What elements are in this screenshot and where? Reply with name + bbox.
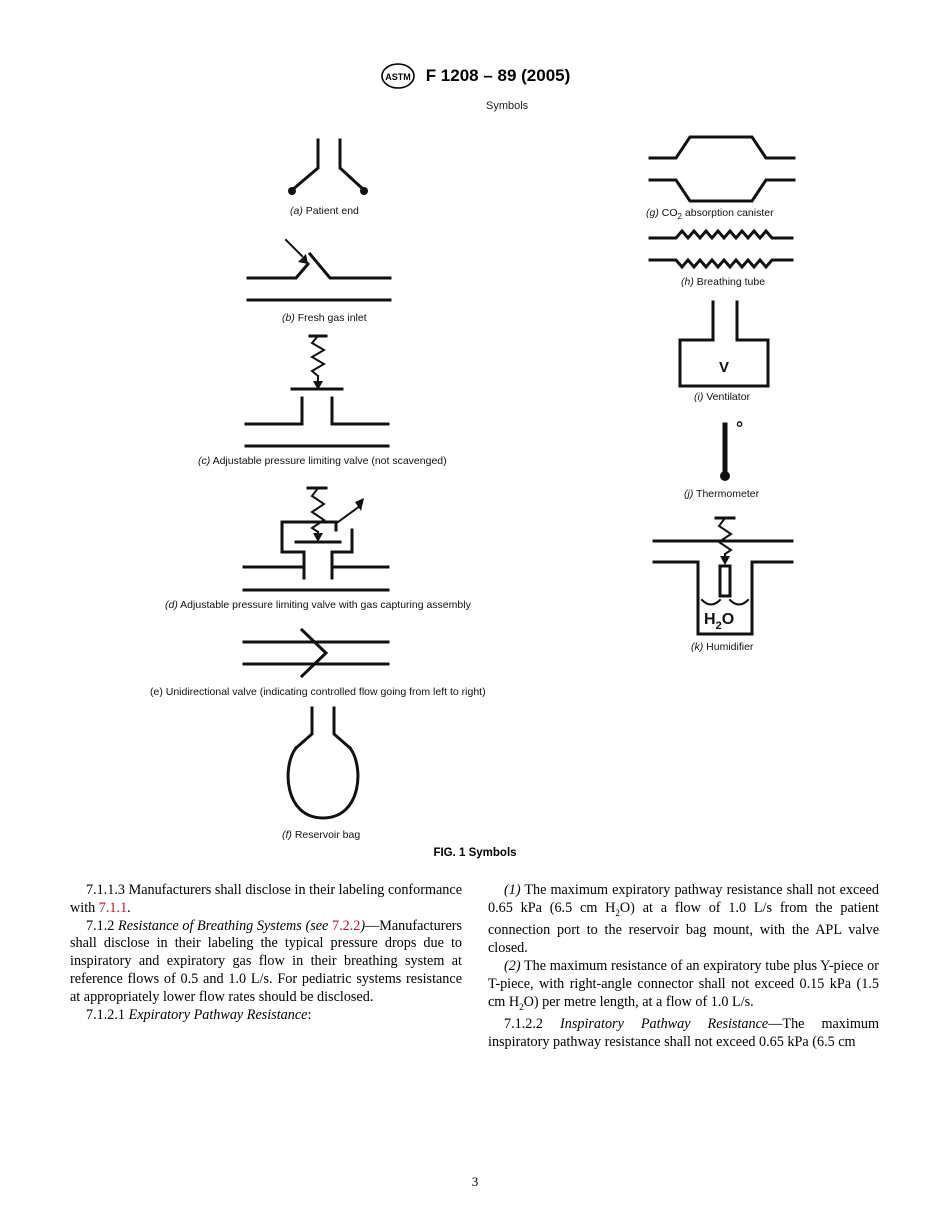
co2-canister-symbol bbox=[650, 137, 794, 201]
humidifier-sub: 2 bbox=[715, 620, 722, 632]
humidifier-symbol bbox=[654, 518, 792, 634]
paragraph-7-1-2-2: 7.1.2.2 Inspiratory Pathway Resistance—The maximum inspiratory pathway resistance shall not exceed 0.65 kPa (6.5 cm bbox=[488, 1016, 880, 1051]
apl-valve-symbol bbox=[246, 336, 388, 446]
patient-end-symbol bbox=[288, 140, 368, 195]
caption-fresh-gas-inlet: (b) Fresh gas inlet bbox=[282, 312, 367, 324]
ventilator-symbol bbox=[680, 302, 768, 386]
paragraph-7-1-1-3: 7.1.1.3 Manufacturers shall disclose in their labeling conformance with 7.1.1. bbox=[70, 882, 462, 916]
caption-breathing-tube: (h) Breathing tube bbox=[681, 276, 766, 288]
link-7-1-1[interactable]: 7.1.1 bbox=[98, 899, 128, 916]
reservoir-bag-symbol bbox=[288, 708, 358, 818]
astm-logo-text: ASTM bbox=[384, 72, 411, 82]
humidifier-o: O bbox=[721, 611, 735, 628]
humidifier-formula bbox=[704, 611, 734, 632]
caption-humidifier: (k) Humidifier bbox=[691, 641, 754, 653]
page-number: 3 bbox=[471, 1174, 479, 1189]
paragraph-7-1-2: 7.1.2 Resistance of Breathing Systems (see 7.2.2)—Manufacturers shall disclose in their labeling the typical pressure drops due to inspiratory and expiratory gas flow in their breathing system at reference flows of 0.5 and 1.0 L/s. For pediatric systems resistance at appropriately lower flow rates should be disclosed. bbox=[70, 917, 462, 1005]
humidifier-h: H bbox=[704, 611, 716, 628]
fresh-gas-inlet-symbol bbox=[248, 240, 390, 300]
ventilator-letter: V bbox=[718, 359, 730, 376]
standard-designation: F 1208 – 89 (2005) bbox=[425, 66, 571, 85]
caption-apl-valve: (c) Adjustable pressure limiting valve (not scavenged) bbox=[198, 455, 447, 467]
left-column bbox=[70, 882, 462, 1024]
caption-unidirectional-valve: (e) Unidirectional valve (indicating controlled flow going from left to right) bbox=[150, 686, 486, 698]
figure-caption: FIG. 1 Symbols bbox=[433, 847, 517, 859]
unidirectional-valve-symbol bbox=[244, 630, 388, 676]
paragraph-item-2: (2) The maximum resistance of an expiratory tube plus Y-piece or T-piece, with right-angle connector shall not exceed 0.15 kPa (1.5 cm $H_2O$) per metre length, at a flow of 1.0 L/s. bbox=[488, 958, 879, 1012]
apl-valve-gas-capture-symbol bbox=[244, 488, 388, 590]
caption-thermometer: (j) Thermometer bbox=[684, 488, 760, 500]
link-7-2-2[interactable]: 7.2.2 bbox=[331, 917, 361, 934]
paragraph-item-1: (1) The maximum expiratory pathway resistance shall not exceed 0.65 kPa (6.5 cm $H_2O$) at a flow of 1.0 L/s from the patient connection port to the reservoir bag mount, with the APL valve closed. bbox=[488, 882, 879, 957]
caption-ventilator: (i) Ventilator bbox=[694, 391, 751, 403]
thermometer-symbol bbox=[720, 418, 743, 481]
caption-patient-end: (a) Patient end bbox=[290, 205, 359, 217]
right-column bbox=[488, 882, 879, 1052]
caption-reservoir-bag: (f) Reservoir bag bbox=[282, 829, 361, 841]
caption-co2-canister: (g) $CO_2$ absorption canister bbox=[646, 207, 774, 222]
breathing-tube-symbol bbox=[650, 231, 792, 267]
caption-apl-valve-gas-capture: (d) Adjustable pressure limiting valve with gas capturing assembly bbox=[165, 599, 471, 611]
thermometer-degree: ° bbox=[736, 418, 744, 438]
paragraph-7-1-2-1: 7.1.2.1 Expiratory Pathway Resistance: bbox=[86, 1006, 312, 1023]
figure-title: Symbols bbox=[486, 100, 529, 112]
